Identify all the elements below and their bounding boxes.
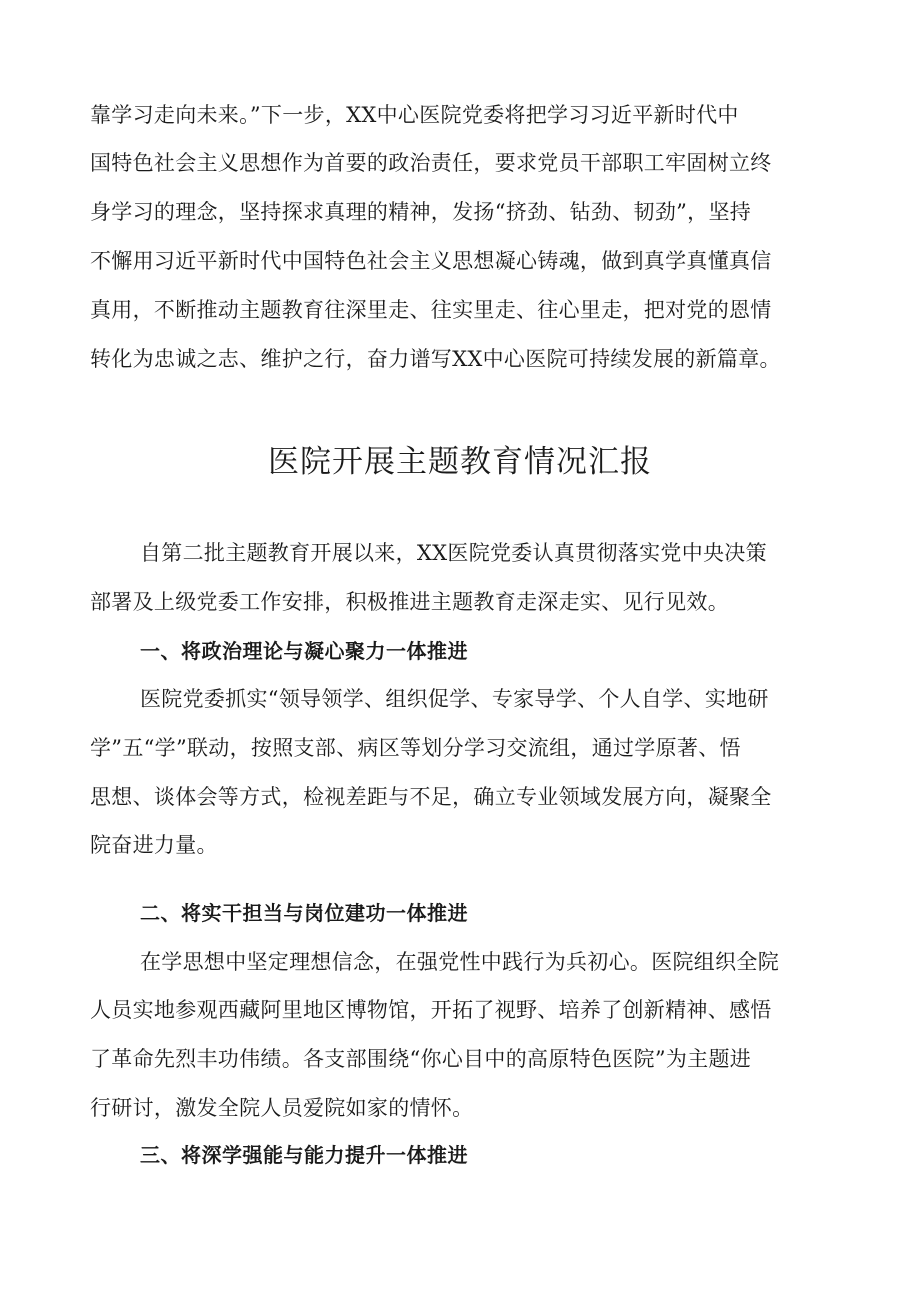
paragraph-line: 国特色社会主义思想作为首要的政治责任，要求党员干部职工牢固树立终 bbox=[90, 151, 772, 175]
paragraph-line: 部署及上级党委工作安排，积极推进主题教育走深走实、见行见效。 bbox=[90, 590, 729, 614]
section-heading: 一、将政治理论与凝心聚力一体推进 bbox=[140, 639, 468, 663]
paragraph-line: 真用，不断推动主题教育往深里走、往实里走、往心里走，把对党的恩情 bbox=[90, 298, 772, 322]
paragraph-line: 身学习的理念，坚持探求真理的精神，发扬“挤劲、钻劲、韧劲”，坚持 bbox=[90, 200, 752, 224]
paragraph-line: 不懈用习近平新时代中国特色社会主义思想凝心铸魂，做到真学真懂真信 bbox=[90, 249, 772, 273]
paragraph-line: 行研讨，激发全院人员爱院如家的情怀。 bbox=[90, 1096, 474, 1120]
paragraph-line: 在学思想中坚定理想信念，在强党性中践行为兵初心。医院组织全院 bbox=[140, 950, 779, 974]
report-title: 医院开展主题教育情况汇报 bbox=[268, 444, 652, 480]
paragraph-line: 院奋进力量。 bbox=[90, 833, 218, 857]
paragraph-line: 学”五“学”联动，按照支部、病区等划分学习交流组，通过学原著、悟 bbox=[90, 736, 741, 760]
paragraph-line: 人员实地参观西藏阿里地区博物馆，开拓了视野、培养了创新精神、感悟 bbox=[90, 998, 772, 1022]
paragraph-line: 靠学习走向未来。”下一步，XX中心医院党委将把学习习近平新时代中 bbox=[90, 103, 739, 127]
paragraph-line: 转化为忠诚之志、维护之行，奋力谱写XX中心医院可持续发展的新篇章。 bbox=[90, 347, 781, 371]
section-heading: 二、将实干担当与岗位建功一体推进 bbox=[140, 901, 468, 925]
paragraph-line: 思想、谈体会等方式，检视差距与不足，确立专业领域发展方向，凝聚全 bbox=[90, 785, 772, 809]
section-heading: 三、将深学强能与能力提升一体推进 bbox=[140, 1143, 468, 1167]
paragraph-line: 了革命先烈丰功伟绩。各支部围绕“你心目中的高原特色医院”为主题进 bbox=[90, 1047, 752, 1071]
paragraph-line: 自第二批主题教育开展以来，XX医院党委认真贯彻落实党中央决策 bbox=[140, 541, 767, 565]
paragraph-line: 医院党委抓实“领导领学、组织促学、专家导学、个人自学、实地研 bbox=[140, 687, 769, 711]
